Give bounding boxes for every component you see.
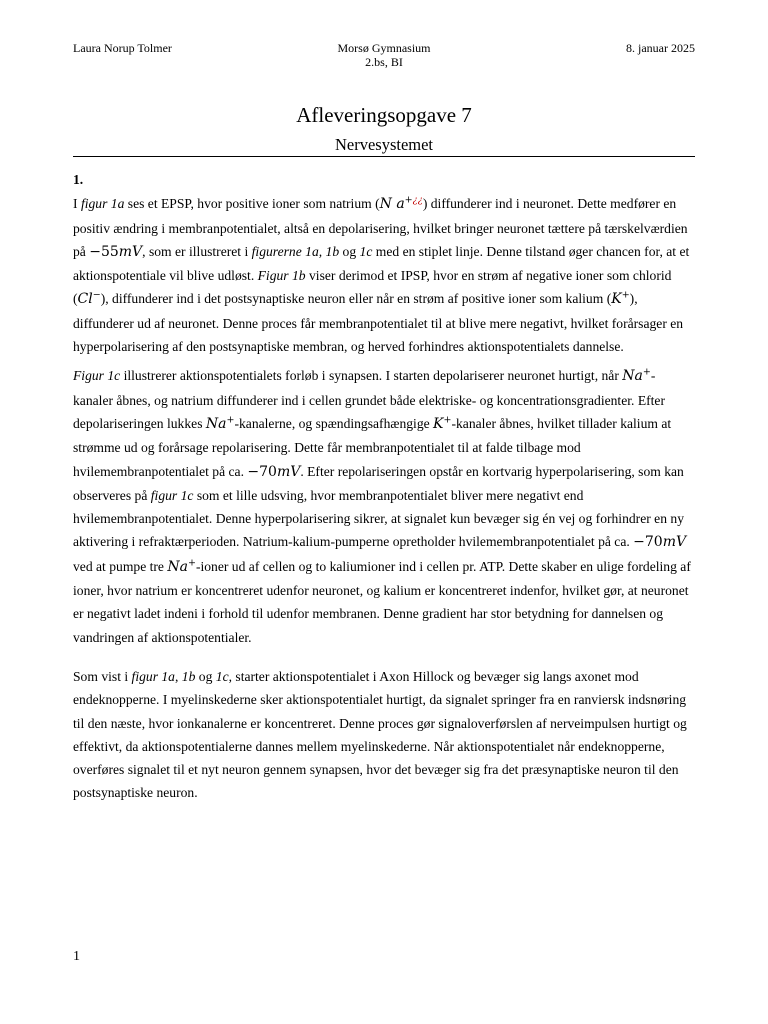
formula-error-marks: ¿¿ bbox=[412, 194, 423, 206]
header-date: 8. januar 2025 bbox=[626, 41, 695, 55]
figure-reference: Figur 1b bbox=[257, 268, 306, 284]
page-number: 1 bbox=[73, 949, 80, 964]
text-run: og bbox=[195, 668, 216, 684]
text-run: -kanaler åbnes, og natrium diffunderer ind i cellen grundet både elektriske- og koncentrationsgradienter. Efter depolariseringen lukkes bbox=[73, 368, 665, 431]
paragraph-2 bbox=[73, 364, 695, 649]
text-run: viser derimod et IPSP, hvor en strøm af negative ioner som chlorid ( bbox=[73, 268, 672, 307]
header-class: 2.bs, BI bbox=[365, 55, 403, 69]
text-run: -kanaler åbnes, hvilket tillader kalium at strømme ud og forårsage repolarisering. Dette får membranpotentialet til at falde tilbage mod hvilemembranpotentialet på ca. bbox=[73, 415, 672, 479]
text-run: -kanalerne, og spændingsafhængige bbox=[234, 415, 434, 431]
potassium-formula: K+ bbox=[611, 289, 630, 308]
chloride-formula: Cl− bbox=[77, 289, 101, 308]
text-run: og bbox=[339, 243, 360, 259]
sodium-formula: N a+¿¿ bbox=[379, 194, 423, 213]
header-school-block bbox=[73, 41, 695, 69]
paragraph-1 bbox=[73, 192, 695, 358]
voltage-unit: mV bbox=[276, 463, 301, 480]
text-run: illustrerer aktionspotentialets forløb i synapsen. I starten depolariserer neuronet hurtigt, når bbox=[120, 368, 623, 384]
text-run: ses et EPSP, hvor positive ioner som natrium ( bbox=[124, 196, 380, 212]
sodium-formula: Na+ bbox=[622, 366, 651, 385]
text-run: . Efter repolariseringen opstår en kortvarig hyperpolarisering, som kan observeres på bbox=[73, 463, 684, 503]
paragraph-3 bbox=[73, 665, 695, 805]
page-header bbox=[73, 41, 695, 73]
text-run: I bbox=[73, 196, 81, 212]
figure-reference: 1c bbox=[215, 668, 229, 684]
text-run: , bbox=[174, 668, 182, 684]
text-run: ), diffunderer ud af neuronet. Denne proces får membranpotentialet til at blive mere negativt, hvilket forårsager en hyperpolarisering af den postsynaptiske membran, og herved forhindres aktionspotentialets dannelse. bbox=[73, 291, 684, 355]
text-run: som et lille udsving, hvor membranpotentialet bliver mere negativt end hvilemembranpotentialet. Denne hyperpolarisering sikrer, at signalet kun bevæger sig én vej og forhindrer en ny aktivering i refraktærperioden. Natrium-kalium-pumperne opretholder hvilemembranpotentialet på ca. bbox=[73, 487, 684, 550]
voltage-value: −55 bbox=[89, 243, 119, 260]
figure-reference: figur 1c bbox=[150, 487, 194, 503]
text-run: -ioner ud af cellen og to kaliumioner ind i cellen pr. ATP. Dette skaber en ulige fordeling af ioner, hvor natrium er koncentreret udenfor neuronet, og kalium er koncentreret indenfor, hvilket gør, at neuronet er negativt ladet indeni i forhold til udenfor membranen. Denne gradient har stor betydning for dannelsen og vandringen af aktionspotentialer. bbox=[73, 558, 691, 645]
figure-reference: Figur 1c bbox=[73, 368, 121, 384]
section-number: 1. bbox=[73, 172, 84, 187]
text-run: Som vist i bbox=[73, 668, 132, 684]
header-author: Laura Norup Tolmer bbox=[73, 41, 172, 55]
figure-reference: figurerne 1a, 1b bbox=[251, 243, 340, 259]
voltage-unit: mV bbox=[662, 534, 687, 551]
document-title: Afleveringsopgave 7 bbox=[296, 103, 472, 127]
sodium-formula: Na+ bbox=[167, 557, 196, 575]
figure-reference: 1b bbox=[181, 668, 196, 684]
voltage-value: −70 bbox=[247, 463, 277, 480]
text-run: med en stiplet linje. Denne tilstand øger chancen for, at et aktionspotentiale vil blive udløst. bbox=[73, 243, 690, 284]
figure-reference: figur 1a bbox=[131, 668, 175, 684]
voltage-unit: mV bbox=[118, 243, 143, 260]
figure-reference: figur 1a bbox=[80, 196, 125, 212]
text-run: , starter aktionspotentialet i Axon Hillock og bevæger sig langs axonet mod endeknopperne. I myelinskederne sker aktionspotentialet hurtigt, da signalet springer fra en ranviersk indsnøring til den næste, hvor ionkanalerne er koncentreret. Denne proces gør signaloverførslen af nerveimpulsen hurtigt og effektivt, da aktionspotentialerne dannes mellem myelinskederne. Når aktionspotentialet når endeknopperne, overføres signalet til et nyt neuron gennem synapsen, hvor det bevæger sig fra det præsynaptiske neuron til den postsynaptiske neuron. bbox=[73, 668, 687, 801]
text-run: , som er illustreret i bbox=[142, 243, 252, 259]
text-run: ) diffunderer ind i neuronet. Dette medfører en positiv ændring i membranpotentialet, altså en depolarisering, hvilket bringer neuronet tættere på tærskelværdien på bbox=[73, 196, 688, 259]
text-run: ), diffunderer ind i det postsynaptiske neuron eller når en strøm af positive ioner som kalium ( bbox=[100, 291, 612, 307]
figure-reference: 1c bbox=[359, 243, 373, 259]
header-school: Morsø Gymnasium bbox=[337, 41, 431, 55]
text-run: ved at pumpe tre bbox=[73, 558, 168, 574]
voltage-value: −70 bbox=[633, 534, 663, 551]
sodium-formula: Na+ bbox=[205, 414, 235, 432]
potassium-formula: K+ bbox=[433, 414, 452, 432]
document-subtitle: Nervesystemet bbox=[73, 135, 695, 157]
document-body bbox=[73, 168, 695, 805]
